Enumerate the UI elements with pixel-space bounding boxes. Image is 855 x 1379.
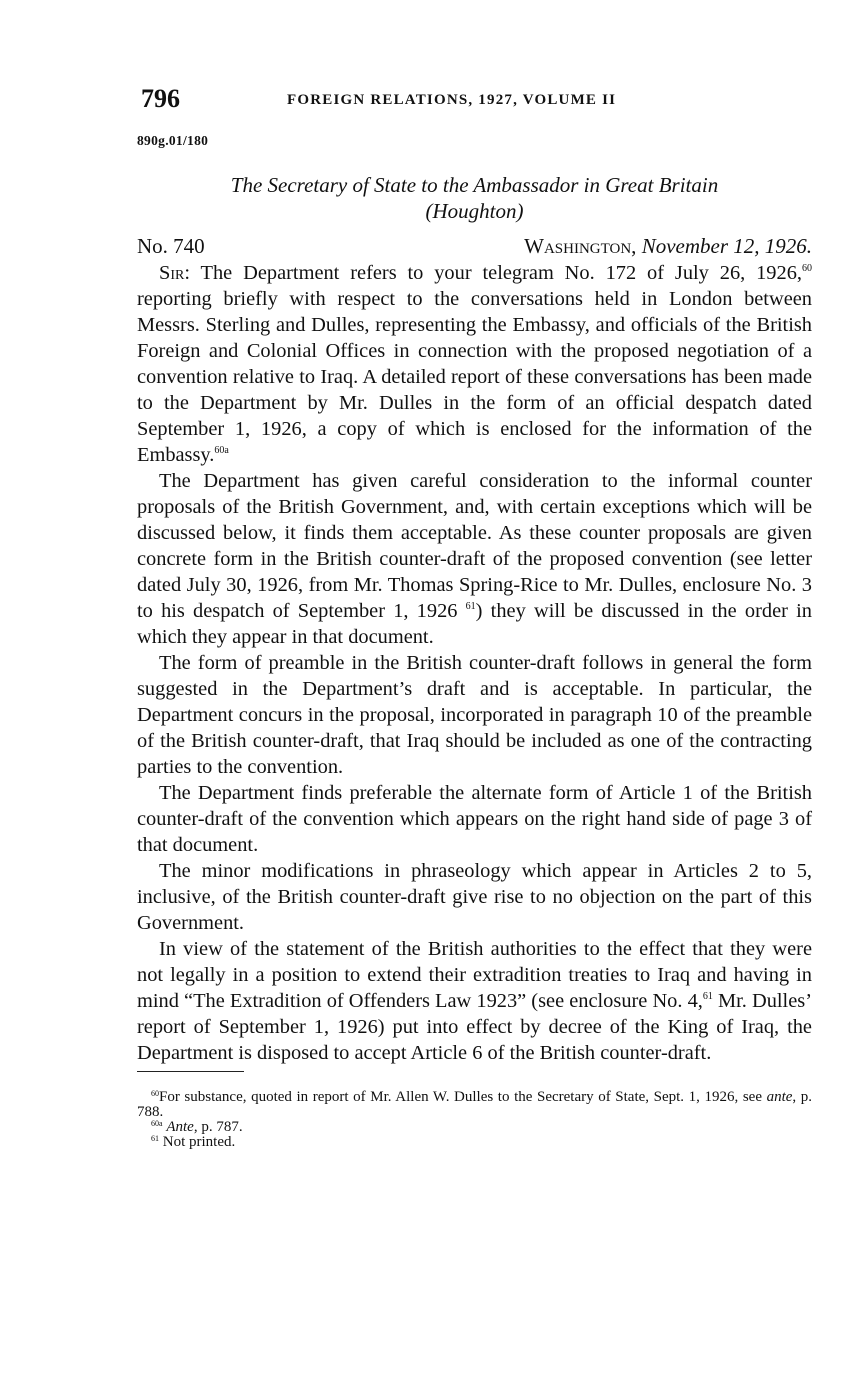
paragraph-4: The Department finds preferable the alternate form of Article 1 of the British counter-draft of the convention which appears on the right hand side of page 3 of that document.	[137, 782, 812, 856]
salutation: Sir:	[159, 262, 191, 284]
footnote-text-end: , p. 788.	[137, 1089, 813, 1120]
footnote-ref-60a: 60a	[214, 445, 229, 456]
letter-body	[137, 260, 812, 1066]
document-title-line-2: (Houghton)	[425, 199, 524, 223]
footnotes	[137, 1090, 812, 1150]
document-title-line-1: The Secretary of State to the Ambassador in Great Britain	[230, 173, 719, 197]
page-header	[137, 86, 812, 116]
document-number: No. 740	[137, 234, 205, 258]
running-head: FOREIGN RELATIONS, 1927, VOLUME II	[287, 92, 617, 108]
dateline-date: November 12, 1926.	[641, 234, 812, 258]
paragraph-2	[137, 468, 812, 650]
paragraph-1-part-3: reporting briefly with respect to the conversations held in London between Messrs. Sterling and Dulles, representing the Embassy, and officials of the British Foreign and Colonial Offices in connection with the proposed negotiation of a convention relative to Iraq. A detailed report of these conversations has been made to the Department by Mr. Dulles in the form of an official despatch dated September 1, 1926, a copy of which is enclosed for the information of the Embassy.	[137, 288, 812, 466]
footnote-mark: 61	[151, 1134, 159, 1143]
footnote-mark: 60	[151, 1089, 159, 1098]
footnote-ref-60: 60	[802, 263, 812, 274]
document-meta	[137, 234, 812, 260]
paragraph-1-part-1: The Department refers to your telegram No. 172 of July 26,	[200, 262, 746, 284]
paragraph-6-part-2: Mr. Dulles’ report of September 1, 1926) put into effect by decree of the King of Iraq, the Department is disposed to accept Article 6 of the British counter-draft.	[137, 990, 812, 1064]
paragraph-5: The minor modifications in phraseology which appear in Articles 2 to 5, inclusive, of the British counter-draft give rise to no objection on the part of this Government.	[137, 860, 812, 934]
paragraph-2-part-2: ) they will be discussed in the order in which they appear in that document.	[137, 600, 812, 648]
footnote-60	[137, 1090, 812, 1120]
file-number: 890g.01/180	[137, 133, 209, 148]
document-title	[137, 172, 812, 224]
dateline-place: Washington,	[524, 234, 637, 258]
footnote-italic: ante	[766, 1089, 793, 1105]
paragraph-3: The form of preamble in the British counter-draft follows in general the form suggested in the Department’s draft and is acceptable. In particular, the Department concurs in the proposal, incorporated in paragraph 10 of the preamble of the British counter-draft, that Iraq should be included as one of the contracting parties to the convention.	[137, 652, 812, 778]
footnote-divider	[137, 1071, 244, 1072]
footnote-italic: Ante	[166, 1119, 194, 1135]
dateline	[524, 234, 812, 259]
footnote-ref-61-second: 61	[702, 991, 713, 1002]
paragraph-1-part-2: 1926,	[756, 262, 802, 284]
paragraph-1	[137, 260, 812, 468]
footnote-text: For substance, quoted in report of Mr. Allen W. Dulles to the Secretary of State, Sept. 1, 1926, see	[159, 1089, 767, 1105]
footnote-text-end: , p. 787.	[193, 1119, 243, 1135]
footnote-61	[137, 1135, 812, 1150]
footnote-mark: 60a	[151, 1119, 163, 1128]
footnote-ref-61: 61	[465, 601, 476, 612]
page-number: 796	[141, 84, 180, 113]
paragraph-6-part-1: In view of the statement of the British authorities to the effect that they were not legally in a position to extend their extradition treaties to Iraq and having in mind “The Extradition of Offenders Law 1923” (see enclosure No. 4,	[137, 938, 812, 1012]
paragraph-6	[137, 936, 812, 1066]
footnote-text: Not printed.	[162, 1134, 236, 1150]
footnote-60a	[137, 1120, 812, 1135]
paragraph-2-part-1: The Department has given careful consideration to the informal counter proposals of the British Government, and, with certain exceptions which will be discussed below, it finds them acceptable. As these counter proposals are given concrete form in the British counter-draft of the proposed convention (see letter dated July 30, 1926, from Mr. Thomas Spring-Rice to Mr. Dulles, enclosure No. 3 to his despatch of September 1, 1926	[137, 470, 812, 622]
document-page	[137, 86, 812, 1150]
